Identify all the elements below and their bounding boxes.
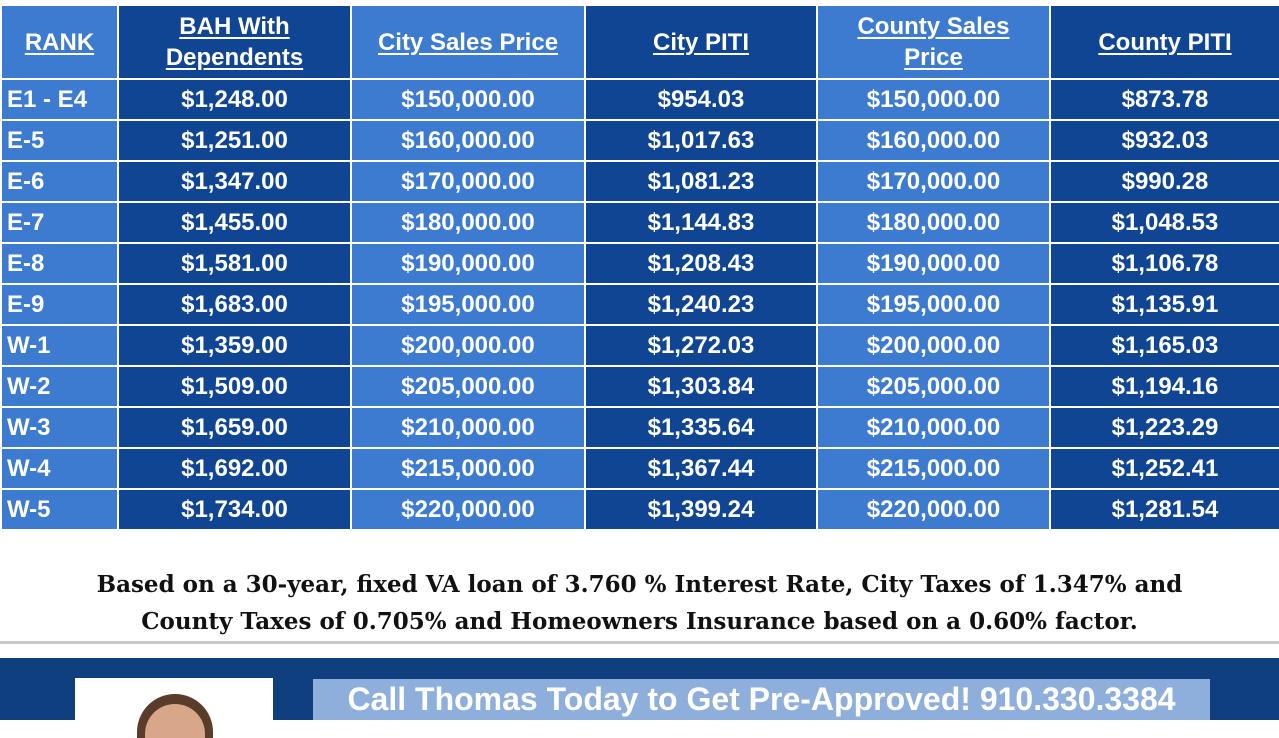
footnote-line-1: Based on a 30-year, fixed VA loan of 3.760 % Interest Rate, City Taxes of 1.347% and <box>96 571 1183 598</box>
table-row <box>1 448 1279 489</box>
cell-rank: E1 - E4 <box>1 79 118 120</box>
cell-bah: $1,455.00 <box>118 202 351 243</box>
cell-county-sales-price: $150,000.00 <box>817 79 1050 120</box>
cell-county-piti: $1,135.91 <box>1050 284 1279 325</box>
cell-city-piti: $1,367.44 <box>585 448 817 489</box>
cell-rank: W-2 <box>1 366 118 407</box>
bah-table <box>0 4 1279 531</box>
agent-photo <box>75 678 273 738</box>
header-county-piti <box>1050 5 1279 79</box>
cell-bah: $1,581.00 <box>118 243 351 284</box>
contact-banner <box>0 658 1279 720</box>
cell-county-piti: $1,252.41 <box>1050 448 1279 489</box>
cell-county-sales-price: $210,000.00 <box>817 407 1050 448</box>
cell-bah: $1,347.00 <box>118 161 351 202</box>
cell-county-sales-price: $200,000.00 <box>817 325 1050 366</box>
call-to-action[interactable]: Call Thomas Today to Get Pre-Approved! 910.330.3384 <box>313 679 1210 720</box>
cell-rank: W-3 <box>1 407 118 448</box>
header-county-sales-line2: Price <box>904 44 963 71</box>
header-city-piti <box>585 5 817 79</box>
cell-county-piti: $873.78 <box>1050 79 1279 120</box>
cell-city-sales-price: $210,000.00 <box>351 407 585 448</box>
table-row <box>1 489 1279 530</box>
cell-bah: $1,734.00 <box>118 489 351 530</box>
cell-county-sales-price: $220,000.00 <box>817 489 1050 530</box>
cell-city-piti: $1,272.03 <box>585 325 817 366</box>
cell-county-sales-price: $180,000.00 <box>817 202 1050 243</box>
header-county-sales-line1: County Sales <box>857 13 1010 40</box>
header-bah-line2: Dependents <box>165 44 304 71</box>
cell-rank: E-7 <box>1 202 118 243</box>
cell-city-piti: $1,017.63 <box>585 120 817 161</box>
cell-city-sales-price: $220,000.00 <box>351 489 585 530</box>
cell-city-sales-price: $170,000.00 <box>351 161 585 202</box>
divider <box>0 641 1279 644</box>
cell-city-piti: $1,303.84 <box>585 366 817 407</box>
header-county-sales-price <box>817 5 1050 79</box>
cell-rank: E-5 <box>1 120 118 161</box>
cell-county-piti: $1,165.03 <box>1050 325 1279 366</box>
cell-city-piti: $1,208.43 <box>585 243 817 284</box>
cell-bah: $1,659.00 <box>118 407 351 448</box>
cell-bah: $1,692.00 <box>118 448 351 489</box>
table-row <box>1 202 1279 243</box>
cell-county-piti: $1,106.78 <box>1050 243 1279 284</box>
table-body <box>1 79 1279 530</box>
cell-bah: $1,248.00 <box>118 79 351 120</box>
footnote-line-2: County Taxes of 0.705% and Homeowners Insurance based on a 0.60% factor. <box>141 608 1138 635</box>
cell-city-sales-price: $180,000.00 <box>351 202 585 243</box>
header-rank <box>1 5 118 79</box>
cell-rank: W-5 <box>1 489 118 530</box>
header-county-piti-label: County PITI <box>1098 28 1232 56</box>
footnote <box>0 556 1279 644</box>
cell-county-sales-price: $195,000.00 <box>817 284 1050 325</box>
cell-city-piti: $1,144.83 <box>585 202 817 243</box>
header-city-sales-price <box>351 5 585 79</box>
cell-rank: E-8 <box>1 243 118 284</box>
cell-county-piti: $1,048.53 <box>1050 202 1279 243</box>
cell-county-sales-price: $215,000.00 <box>817 448 1050 489</box>
table-row <box>1 161 1279 202</box>
cell-county-piti: $1,194.16 <box>1050 366 1279 407</box>
cell-county-piti: $1,223.29 <box>1050 407 1279 448</box>
cell-county-piti: $990.28 <box>1050 161 1279 202</box>
cell-bah: $1,509.00 <box>118 366 351 407</box>
cell-city-sales-price: $160,000.00 <box>351 120 585 161</box>
table-row <box>1 120 1279 161</box>
cell-rank: W-4 <box>1 448 118 489</box>
header-rank-label: RANK <box>24 28 95 56</box>
cell-county-sales-price: $160,000.00 <box>817 120 1050 161</box>
cell-city-sales-price: $190,000.00 <box>351 243 585 284</box>
header-city-sales-price-label: City Sales Price <box>377 28 559 56</box>
cell-city-piti: $1,399.24 <box>585 489 817 530</box>
table-row <box>1 243 1279 284</box>
cell-city-piti: $954.03 <box>585 79 817 120</box>
table-row <box>1 366 1279 407</box>
table-row <box>1 79 1279 120</box>
cell-bah: $1,683.00 <box>118 284 351 325</box>
table-header-row <box>1 5 1279 79</box>
cell-county-piti: $1,281.54 <box>1050 489 1279 530</box>
cell-city-sales-price: $215,000.00 <box>351 448 585 489</box>
cell-city-sales-price: $200,000.00 <box>351 325 585 366</box>
cell-rank: E-9 <box>1 284 118 325</box>
cell-bah: $1,251.00 <box>118 120 351 161</box>
table-row <box>1 407 1279 448</box>
header-bah-line1: BAH With <box>179 13 290 40</box>
cell-county-sales-price: $190,000.00 <box>817 243 1050 284</box>
cell-county-sales-price: $170,000.00 <box>817 161 1050 202</box>
cell-rank: W-1 <box>1 325 118 366</box>
cell-rank: E-6 <box>1 161 118 202</box>
cell-county-piti: $932.03 <box>1050 120 1279 161</box>
header-city-piti-label: City PITI <box>652 28 749 56</box>
cell-city-sales-price: $195,000.00 <box>351 284 585 325</box>
cell-county-sales-price: $205,000.00 <box>817 366 1050 407</box>
cell-city-piti: $1,081.23 <box>585 161 817 202</box>
cell-city-sales-price: $150,000.00 <box>351 79 585 120</box>
header-bah <box>118 5 351 79</box>
cell-bah: $1,359.00 <box>118 325 351 366</box>
table-row <box>1 284 1279 325</box>
cell-city-piti: $1,240.23 <box>585 284 817 325</box>
table-row <box>1 325 1279 366</box>
cell-city-sales-price: $205,000.00 <box>351 366 585 407</box>
cell-city-piti: $1,335.64 <box>585 407 817 448</box>
